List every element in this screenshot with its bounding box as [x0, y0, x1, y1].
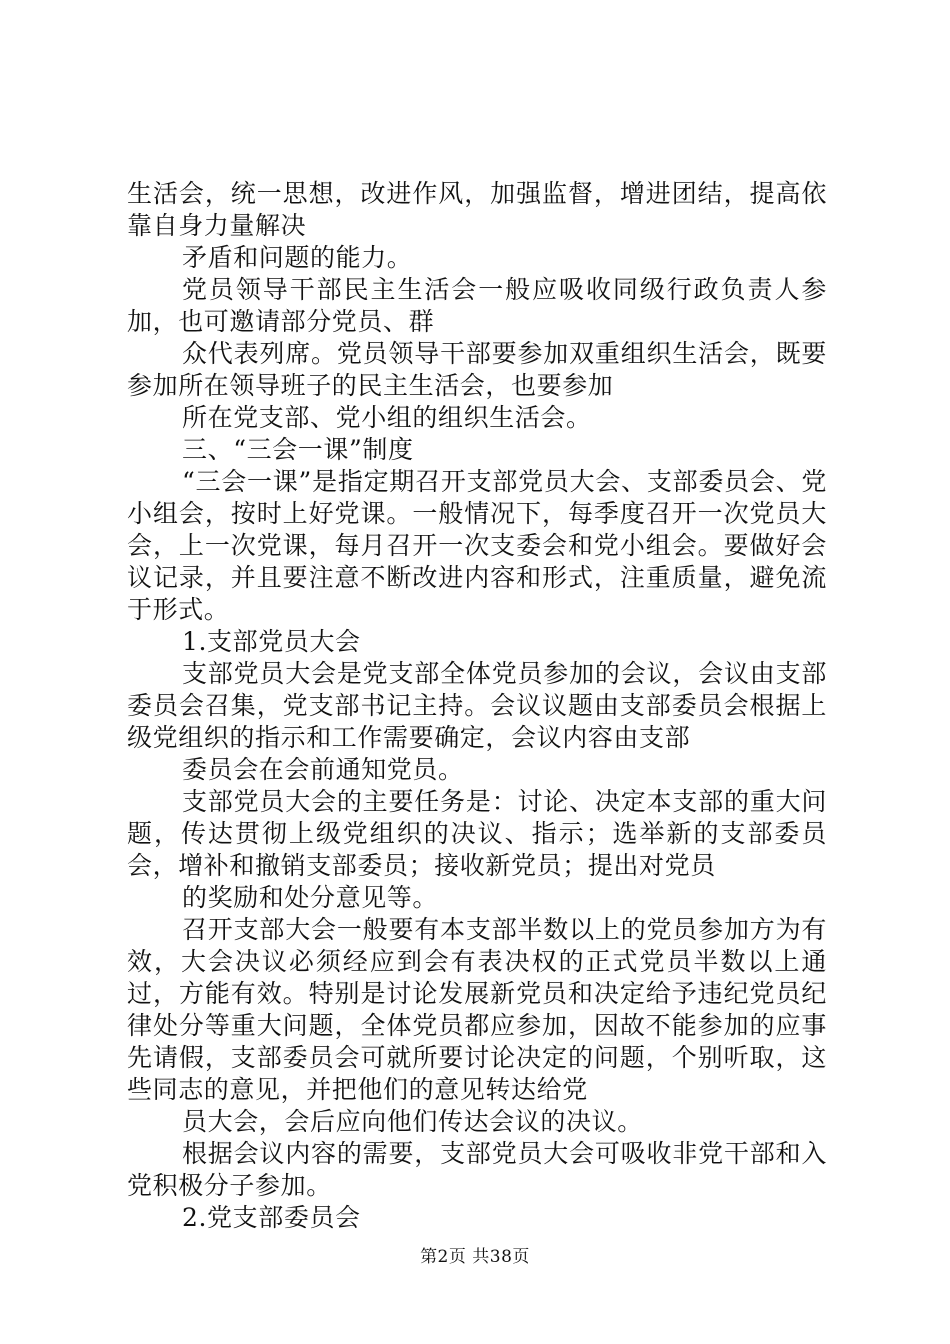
paragraph-1: 生活会，统一思想，改进作风，加强监督，增进团结，提高依靠自身力量解决	[127, 179, 827, 240]
subheading-branch-general-meeting: 1.支部党员大会	[182, 627, 361, 656]
paragraph-14: 员大会，会后应向他们传达会议的决议。	[182, 1107, 643, 1136]
paragraph-12: 的奖励和处分意见等。	[182, 883, 439, 912]
page-number-footer: 第2页 共38页	[420, 1247, 530, 1267]
paragraph-2: 矛盾和问题的能力。	[182, 243, 413, 272]
paragraph-13: 召开支部大会一般要有本支部半数以上的党员参加方为有效，大会决议必须经应到会有表决权的正式党员半数以上通过，方能有效。特别是讨论发展新党员和决定给予违纪党员纪律处分等重大问题，全体党员都应参加，因故不能参加的应事先请假，支部委员会可就所要讨论决定的问题，个别听取，这些同志的意见，并把他们的意见转达给党	[127, 915, 827, 1104]
subheading-branch-committee: 2.党支部委员会	[182, 1203, 361, 1232]
paragraph-3: 党员领导干部民主生活会一般应吸收同级行政负责人参加，也可邀请部分党员、群	[127, 275, 827, 336]
paragraph-11: 支部党员大会的主要任务是：讨论、决定本支部的重大问题，传达贯彻上级党组织的决议、指示；选举新的支部委员会，增补和撤销支部委员；接收新党员；提出对党员	[127, 787, 827, 880]
section-heading-three-meetings: 三、“三会一课”制度	[182, 435, 414, 464]
paragraph-5: 所在党支部、党小组的组织生活会。	[182, 403, 592, 432]
paragraph-4: 众代表列席。党员领导干部要参加双重组织生活会，既要参加所在领导班子的民主生活会，也要参加	[127, 339, 827, 400]
document-body	[127, 178, 827, 1234]
paragraph-15: 根据会议内容的需要，支部党员大会可吸收非党干部和入党积极分子参加。	[127, 1139, 827, 1200]
paragraph-7: “三会一课”是指定期召开支部党员大会、支部委员会、党小组会，按时上好党课。一般情况下，每季度召开一次党员大会，上一次党课，每月召开一次支委会和党小组会。要做好会议记录，并且要注意不断改进内容和形式，注重质量，避免流于形式。	[127, 467, 827, 624]
paragraph-9: 支部党员大会是党支部全体党员参加的会议，会议由支部委员会召集，党支部书记主持。会议议题由支部委员会根据上级党组织的指示和工作需要确定，会议内容由支部	[127, 659, 827, 752]
paragraph-10: 委员会在会前通知党员。	[182, 755, 464, 784]
